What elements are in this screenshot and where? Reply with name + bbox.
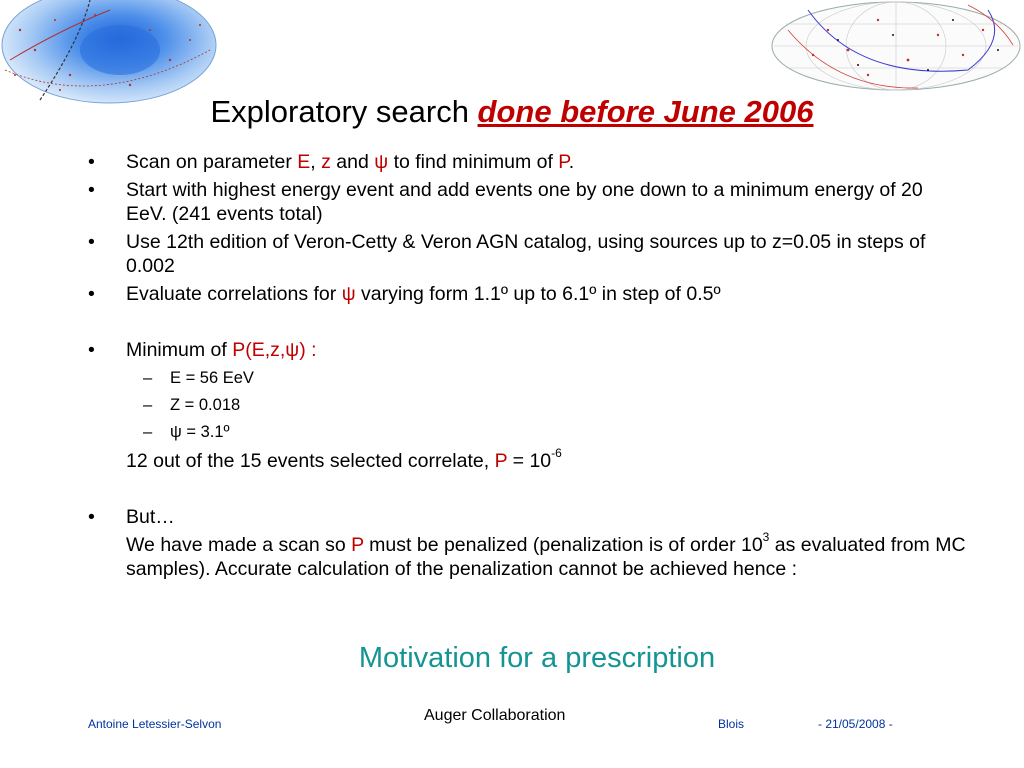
motivation-heading: Motivation for a prescription (358, 642, 716, 674)
footer-place: Blois (718, 717, 745, 731)
param-psi: ψ (170, 423, 182, 441)
text: . (568, 151, 575, 173)
text: varying form 1.1º up to 6.1º in step of 0.5º (355, 283, 721, 305)
text: We have made a scan so (126, 534, 352, 556)
slide-body (88, 150, 968, 585)
bullet-minimum (88, 338, 968, 362)
sky-map-right-image (768, 0, 1024, 92)
text: Evaluate correlations for (126, 283, 342, 305)
text: and (330, 151, 375, 173)
bullet-catalog: • Use 12th edition of Veron-Cetty & Veron AGN catalog, using sources up to z=0.05 in steps of 0.002 (88, 230, 968, 278)
param-p: P (351, 534, 364, 556)
bullet-correlations (88, 282, 968, 306)
param-p: P (558, 151, 569, 173)
param-psi: ψ (341, 283, 356, 305)
bullet-but: • But… (88, 505, 968, 529)
expr: P(E,z, (232, 339, 286, 361)
text: = 10 (507, 450, 552, 472)
bullet-energy: • Start with highest energy event and add events one by one down to a minimum energy of 20 EeV. (241 events total) (88, 178, 968, 226)
sky-map-left-image (0, 0, 218, 106)
param-p: P (494, 450, 508, 472)
text: as evaluated from MC samples). Accurate calculation of the penalization cannot be achieved hence : (126, 534, 966, 580)
footer-date: - 21/05/2008 - (818, 717, 893, 731)
text: to find minimum of (388, 151, 559, 173)
param-psi: ψ (285, 339, 300, 361)
penalization-paragraph (88, 529, 968, 581)
param-z: z (321, 151, 331, 173)
text: Scan on parameter (126, 151, 298, 173)
text: Minimum of (126, 339, 233, 361)
param-psi: ψ (374, 151, 389, 173)
expr: ) : (299, 339, 317, 361)
exponent: 3 (762, 529, 770, 544)
footer-collaboration: Auger Collaboration (424, 707, 566, 724)
text: = 3.1º (181, 423, 230, 441)
result-line (88, 445, 968, 473)
param-e: E (297, 151, 311, 173)
slide-title (0, 92, 1024, 132)
bullet-scan (88, 150, 968, 174)
sub-item-psi (88, 422, 968, 442)
footer-author: Antoine Letessier-Selvon (88, 717, 222, 731)
sub-item-energy: – E = 56 EeV (88, 368, 968, 388)
exponent: -6 (551, 445, 562, 460)
title-highlight: done before June 2006 (477, 94, 814, 129)
title-plain: Exploratory search (210, 94, 478, 129)
text: must be penalized (penalization is of order 10 (363, 534, 763, 556)
sub-item-redshift: – Z = 0.018 (88, 395, 968, 415)
text: , (310, 151, 322, 173)
text: 12 out of the 15 events selected correlate, (126, 450, 495, 472)
